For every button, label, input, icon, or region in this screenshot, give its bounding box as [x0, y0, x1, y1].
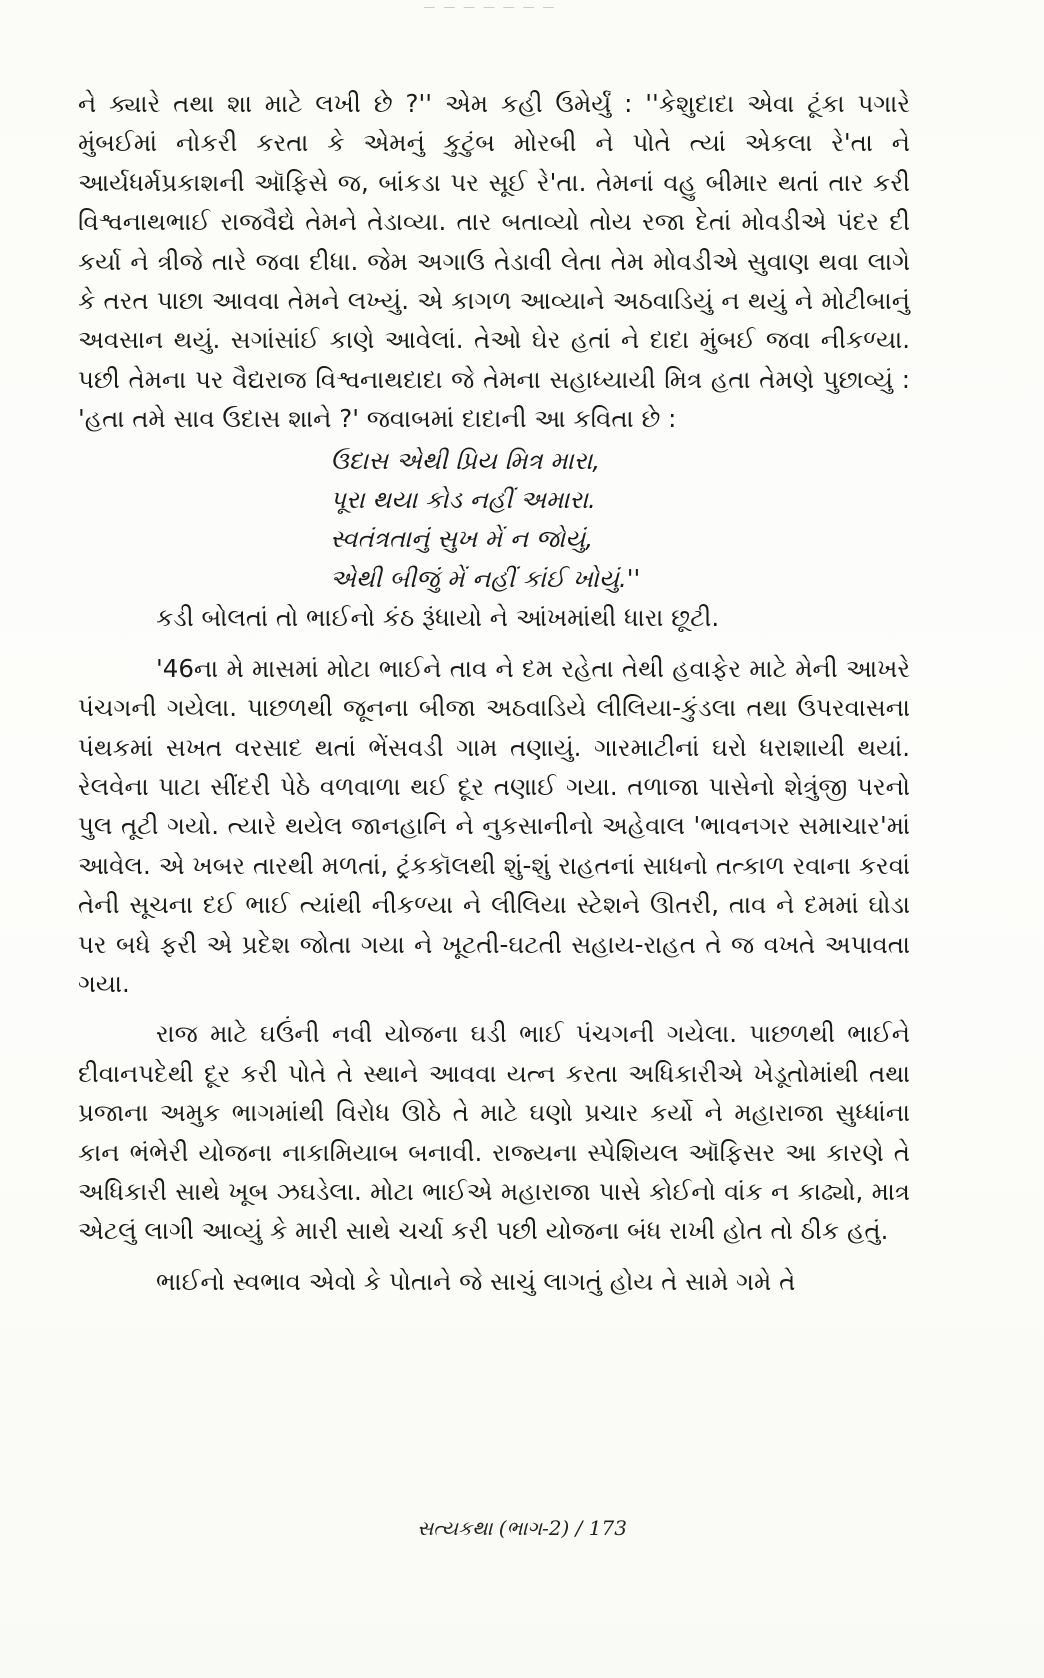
paragraph-2: કડી બોલતાં તો ભાઈનો કંઠ રૂંધાયો ને આંખમાંથી ધારા છૂટી.	[156, 603, 720, 633]
top-bleed-marks: — — — — — — —	[423, 0, 557, 14]
paragraph-5: ભાઈનો સ્વભાવ એવો કે પોતાને જે સાચું લાગતું હોય તે સામે ગમે તે	[156, 1266, 796, 1296]
paragraph-1: ને ક્યારે તથા શા માટે લખી છે ?'' એમ કહી ઉમેર્યું : ''કેશુદાદા એવા ટૂંકા પગારે મુંબઈમાં નોકરી કરતા કે એમનું કુટુંબ મોરબી ને પોતે ત્યાં એકલા રે'તા ને આર્યધર્મપ્રકાશની ઑફિસે જ, બાંકડા પર સૂઈ રે'તા. તેમનાં વહુ બીમાર થતાં તાર કરી વિશ્વનાથભાઈ રાજવૈદ્યે તેમને તેડાવ્યા. તાર બતાવ્યો તોય રજા દેતાં મોવડીએ પંદર દી કર્યા ને ત્રીજે તારે જવા દીધા. જેમ અગાઉ તેડાવી લેતા તેમ મોવડીએ સુવાણ થવા લાગે કે તરત પાછા આવવા તેમને લખ્યું. એ કાગળ આવ્યાને અઠવાડિયું ન થયું ને મોટીબાનું અવસાન થયું. સગાંસાંઈ કાણે આવેલાં. તેઓ ઘેર હતાં ને દાદા મુંબઈ જવા નીકળ્યા. પછી તેમના પર વૈદ્યરાજ વિશ્વનાથદાદા જે તેમના સહાધ્યાયી મિત્ર હતા તેમણે પુછાવ્યું : 'હતા તમે સાવ ઉદાસ શાને ?' જવાબમાં દાદાની આ કવિતા છે :	[78, 89, 910, 434]
poem-block	[330, 441, 910, 599]
poem-line-3: સ્વતંત્રતાનું સુખ મેં ન જોયું,	[330, 524, 594, 554]
poem-line-2: પૂરા થયા કોડ નહીં અમારા.	[330, 485, 596, 515]
paragraph-3: '46ના મે માસમાં મોટા ભાઈને તાવ ને દમ રહેતા તેથી હવાફેર માટે મેની આખરે પંચગની ગયેલા. પાછળથી જૂનના બીજા અઠવાડિયે લીલિયા-કુંડલા તથા ઉપરવાસના પંથકમાં સખત વરસાદ થતાં ભેંસવડી ગામ તણાયું. ગારમાટીનાં ઘરો ધરાશાયી થયાં. રેલવેના પાટા સીંદરી પેઠે વળવાળા થઈ દૂર તણાઈ ગયા. તળાજા પાસેનો શેત્રુંજી પરનો પુલ તૂટી ગયો. ત્યારે થયેલ જાનહાનિ ને નુકસાનીનો અહેવાલ 'ભાવનગર સમાચાર'માં આવેલ. એ ખબર તારથી મળતાં, ટ્રંકકૉલથી શું-શું રાહતનાં સાધનો તત્કાળ રવાના કરવાં તેની સૂચના દઈ ભાઈ ત્યાંથી નીકળ્યા ને લીલિયા સ્ટેશને ઊતરી, તાવ ને દમમાં ઘોડા પર બધે ફરી એ પ્રદેશ જોતા ગયા ને ખૂટતી-ઘટતી સહાય-રાહત તે જ વખતે અપાવતા ગયા.	[78, 653, 910, 998]
paragraph-4: રાજ માટે ઘઉંની નવી યોજના ઘડી ભાઈ પંચગની ગયેલા. પાછળથી ભાઈને દીવાનપદેથી દૂર કરી પોતે તે સ્થાને આવવા યત્ન કરતા અધિકારીએ ખેડૂતોમાંથી તથા પ્રજાના અમુક ભાગમાંથી વિરોધ ઊઠે તે માટે ઘણો પ્રચાર કર્યો ને મહારાજા સુધ્ધાંના કાન ભંભેરી યોજના નાકામિયાબ બનાવી. રાજ્યના સ્પેશિયલ ઑફિસર આ કારણે તે અધિકારી સાથે ખૂબ ઝઘડેલા. મોટા ભાઈએ મહારાજા પાસે કોઈનો વાંક ન કાઢ્યો, માત્ર એટલું લાગી આવ્યું કે મારી સાથે ચર્ચા કરી પછી યોજના બંધ રાખી હોત તો ઠીક હતું.	[78, 1019, 910, 1246]
page-footer-running-title: સત્યકથા (ભાગ-2) / 173	[417, 1516, 627, 1540]
body-text	[78, 84, 910, 1301]
poem-line-4: એથી બીજું મેં નહીં કાંઈ ખોયું.''	[330, 563, 641, 593]
poem-line-1: ઉદાસ એથી પ્રિય મિત્ર મારા,	[330, 445, 601, 475]
